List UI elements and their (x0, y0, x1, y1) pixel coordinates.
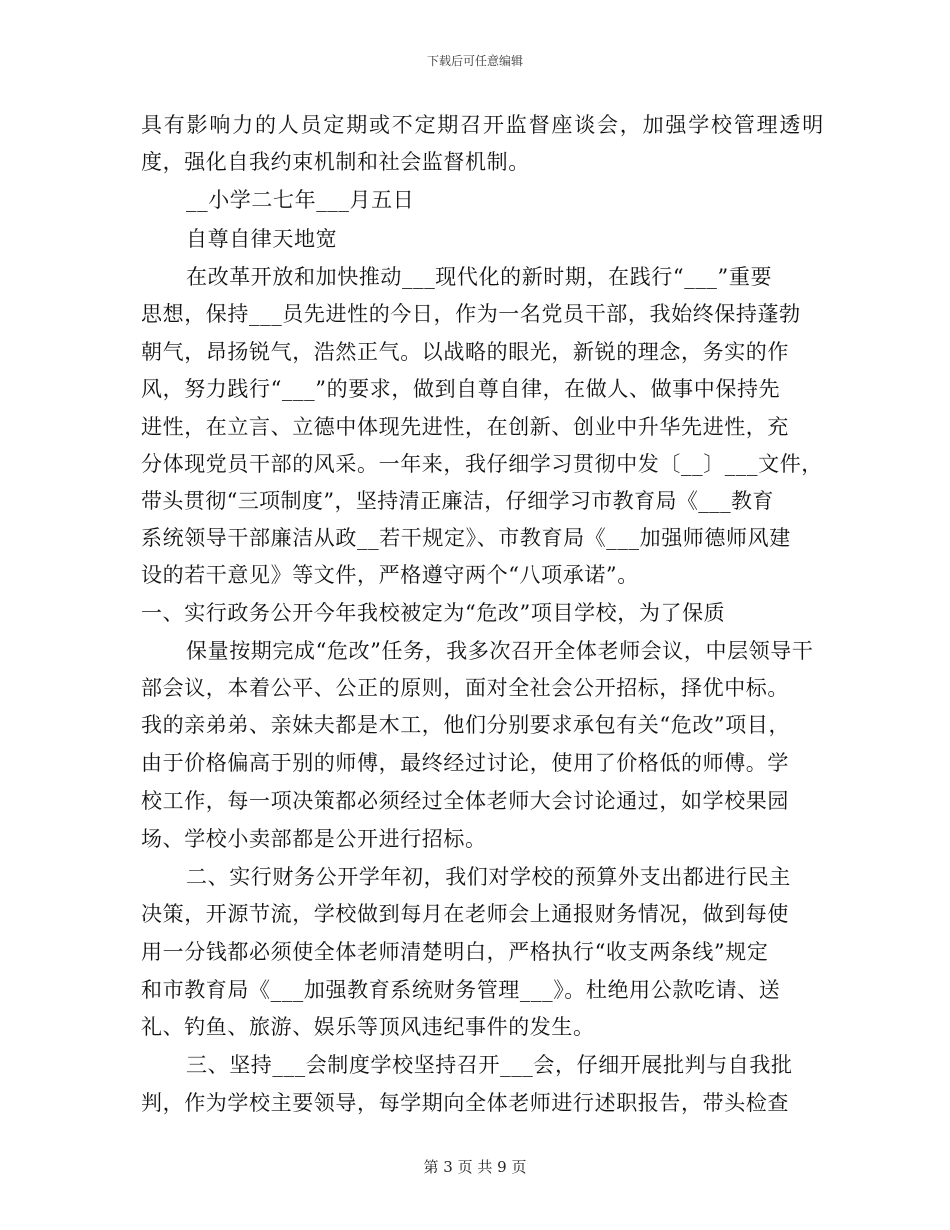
text-line: 我的亲弟弟、亲妹夫都是木工，他们分别要求承包有关“危改”项目， (141, 713, 791, 737)
text-line: 场、学校小卖部都是公开进行招标。 (141, 827, 487, 851)
text-line: 系统领导干部廉洁从政__若干规定》、市教育局《___加强师德师风建 (141, 526, 791, 550)
section-title: 自尊自律天地宽 (186, 227, 338, 251)
text-line: 保量按期完成“危改”任务，我多次召开全体老师会议，中层领导干 (186, 639, 814, 663)
text-line: 和市教育局《___加强教育系统财务管理___》。杜绝用公款吃请、送 (141, 978, 781, 1002)
text-line: 由于价格偏高于别的师傅，最终经过讨论，使用了价格低的师傅。学 (141, 751, 789, 775)
page-number-footer: 第 3 页 共 9 页 (423, 1158, 527, 1176)
text-line: 具有影响力的人员定期或不定期召开监督座谈会，加强学校管理透明 (141, 113, 825, 137)
text-line: 判，作为学校主要领导，每学期向全体老师进行述职报告，带头检查 (141, 1091, 789, 1115)
page-header: 下载后可任意编辑 (426, 54, 523, 68)
text-line: 用一分钱都必须使全体老师清楚明白，严格执行“收支两条线”规定 (141, 940, 769, 964)
text-line: 在改革开放和加快推动___现代化的新时期，在践行“___”重要 (186, 265, 773, 289)
text-line: 进性，在立言、立德中体现先进性，在创新、创业中升华先进性，充 (141, 415, 789, 439)
text-line: 风，努力践行“___”的要求，做到自尊自律，在做人、做事中保持先 (141, 377, 781, 401)
text-line: 部会议，本着公平、公正的原则，面对全社会公开招标，择优中标。 (141, 676, 789, 700)
text-line: 一、实行政务公开今年我校被定为“危改”项目学校，为了保质 (141, 601, 726, 625)
text-line: 校工作，每一项决策都必须经过全体老师大会讨论通过，如学校果园 (141, 789, 789, 813)
date-line: __小学二七年___月五日 (186, 188, 415, 212)
text-line: 决策，开源节流，学校做到每月在老师会上通报财务情况，做到每使 (141, 902, 789, 926)
text-line: 朝气，昂扬锐气，浩然正气。以战略的眼光，新锐的理念，务实的作 (141, 340, 789, 364)
text-line: 礼、钓鱼、旅游、娱乐等顶风违纪事件的发生。 (141, 1015, 595, 1039)
text-line: 度，强化自我约束机制和社会监督机制。 (141, 150, 530, 174)
text-line: 设的若干意见》等文件，严格遵守两个“八项承诺”。 (141, 563, 639, 587)
text-line: 分体现党员干部的风采。一年来，我仔细学习贯彻中发〔__〕___文件， (141, 452, 823, 476)
text-line: 三、坚持___会制度学校坚持召开___会，仔细开展批判与自我批 (186, 1053, 793, 1077)
text-line: 思想，保持___员先进性的今日，作为一名党员干部，我始终保持蓬勃 (141, 302, 801, 326)
text-line: 二、实行财务公开学年初，我们对学校的预算外支出都进行民主 (186, 865, 791, 889)
text-line: 带头贯彻“三项制度”，坚持清正廉洁，仔细学习市教育局《___教育 (141, 489, 774, 513)
